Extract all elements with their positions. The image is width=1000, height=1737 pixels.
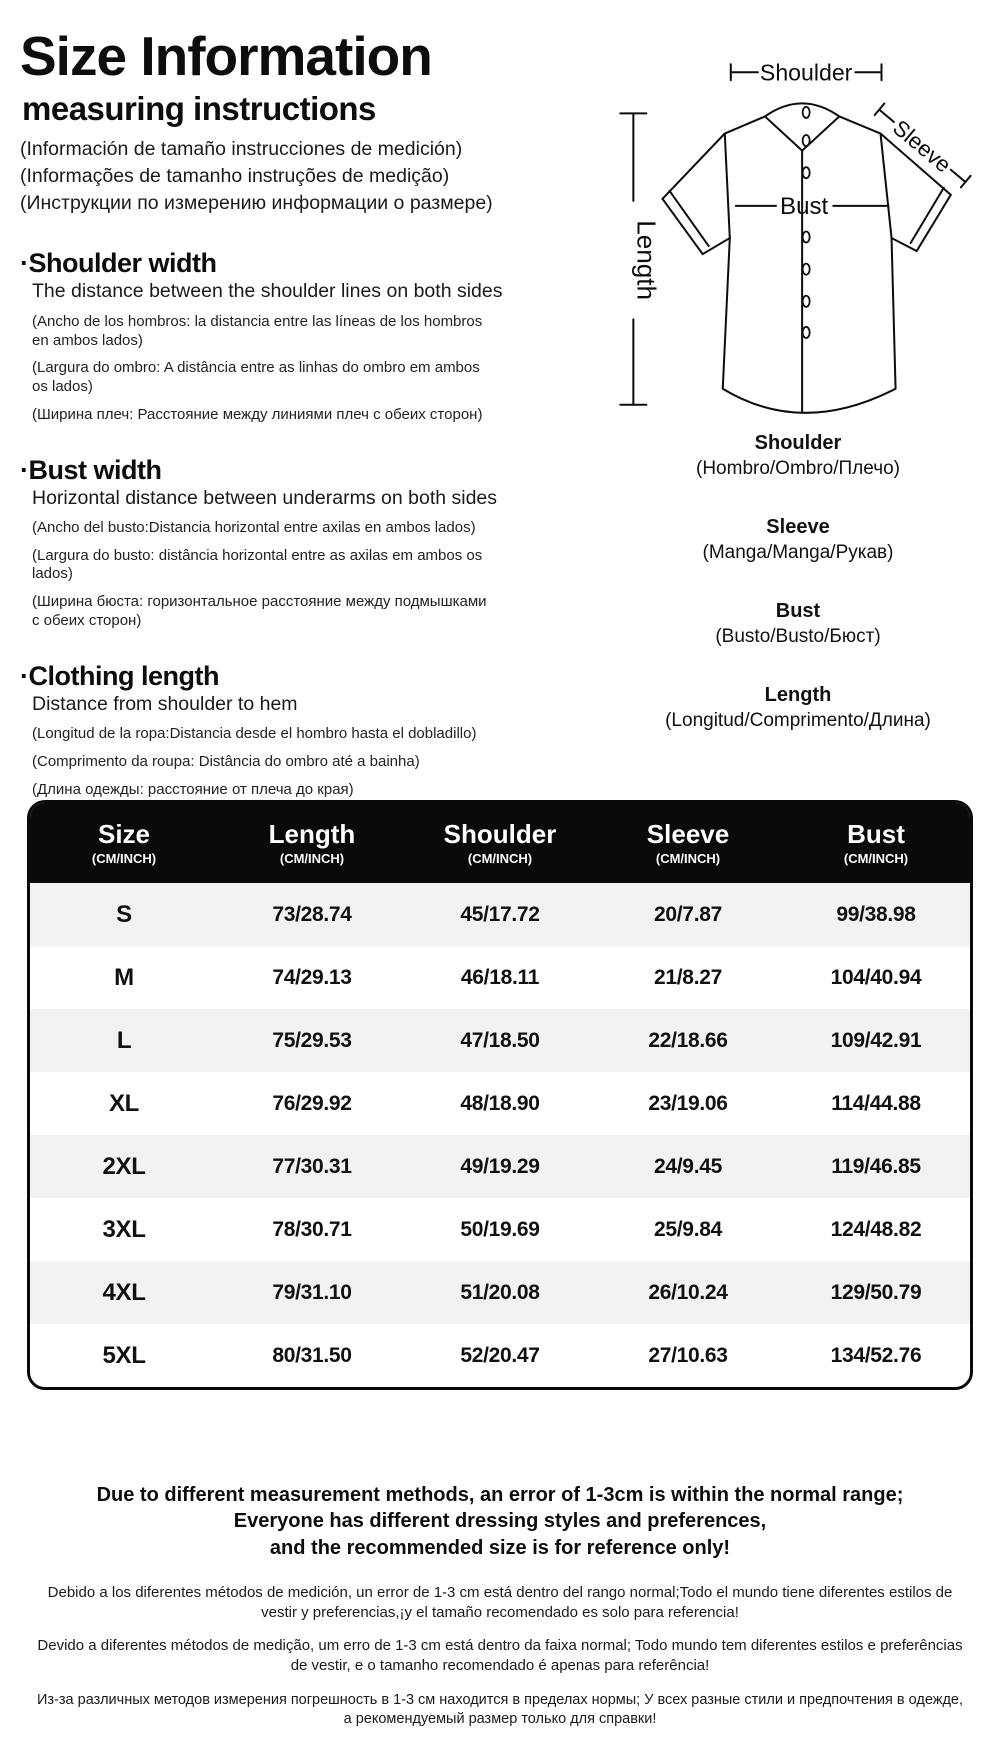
column-label: Shoulder xyxy=(443,818,557,849)
legend-item-bust xyxy=(558,598,1000,650)
legend-translation: (Hombro/Ombro/Плечо) xyxy=(696,458,900,479)
diagram-length-label: Length xyxy=(631,220,662,301)
legend-translation: (Manga/Manga/Рукав) xyxy=(702,542,894,563)
section-translation-es: (Ancho del busto:Distancia horizontal entre axilas en ambos lados) xyxy=(32,518,476,536)
header-cell-shoulder xyxy=(406,820,594,867)
subtitle-translation-ru: (Инструкции по измерению информации о размере) xyxy=(20,191,493,214)
cell-length: 75/29.53 xyxy=(272,1028,352,1052)
section-bust-width xyxy=(20,455,555,631)
diagram-sleeve-label: Sleeve xyxy=(888,114,956,178)
cell-sleeve: 23/19.06 xyxy=(648,1091,728,1115)
cell-bust: 104/40.94 xyxy=(830,965,922,989)
table-row-s xyxy=(30,883,970,946)
legend-translation: (Busto/Busto/Бюст) xyxy=(715,626,881,647)
cell-bust: 109/42.91 xyxy=(830,1028,922,1052)
cell-length: 78/30.71 xyxy=(272,1217,352,1241)
disclaimer-spanish: Debido a los diferentes métodos de medición, un error de 1-3 cm está dentro del rango normal;Todo el mundo tiene diferentes estilos de vestir y preferencias,¡y el tamaño recomendado es solo para referencia! xyxy=(47,1584,953,1621)
cell-bust: 119/46.85 xyxy=(831,1154,921,1178)
cell-shoulder: 48/18.90 xyxy=(460,1091,540,1115)
table-row-4xl xyxy=(30,1261,970,1324)
cell-length: 79/31.10 xyxy=(272,1280,352,1304)
legend-item-shoulder xyxy=(558,430,1000,482)
column-unit: (CM/INCH) xyxy=(843,851,909,867)
cell-size: 3XL xyxy=(102,1215,146,1243)
cell-shoulder: 49/19.29 xyxy=(460,1154,540,1178)
cell-sleeve: 20/7.87 xyxy=(654,902,722,926)
section-translation-ru: (Длина одежды: расстояние от плеча до края) xyxy=(32,780,354,798)
section-shoulder-width xyxy=(20,248,555,424)
legend-name: Shoulder xyxy=(754,432,842,454)
cell-sleeve: 26/10.24 xyxy=(648,1280,728,1304)
cell-length: 77/30.31 xyxy=(272,1154,352,1178)
disclaimer-english xyxy=(0,1482,1000,1561)
page-title: Size Information xyxy=(20,25,432,87)
left-armhole-seam xyxy=(725,134,730,238)
cell-shoulder: 47/18.50 xyxy=(460,1028,540,1052)
section-description: The distance between the shoulder lines on both sides xyxy=(32,280,503,303)
table-row-2xl xyxy=(30,1135,970,1198)
section-description: Distance from shoulder to hem xyxy=(32,692,298,715)
measuring-instructions-panel xyxy=(20,25,555,799)
cell-shoulder: 51/20.08 xyxy=(460,1280,540,1304)
cell-length: 74/29.13 xyxy=(272,965,352,989)
table-row-l xyxy=(30,1009,970,1072)
shirt-measurement-diagram xyxy=(558,40,990,432)
cell-sleeve: 21/8.27 xyxy=(654,965,722,989)
column-unit: (CM/INCH) xyxy=(91,851,157,867)
left-cuff-band xyxy=(670,191,709,246)
cell-bust: 134/52.76 xyxy=(830,1343,922,1367)
legend-name: Bust xyxy=(775,600,821,622)
cell-bust: 99/38.98 xyxy=(836,902,916,926)
cell-shoulder: 52/20.47 xyxy=(460,1343,540,1367)
size-table xyxy=(27,800,973,1390)
cell-size: M xyxy=(114,963,134,991)
legend-name: Length xyxy=(764,684,832,706)
header-cell-bust xyxy=(782,820,970,867)
column-label: Length xyxy=(268,818,356,849)
cell-size: L xyxy=(116,1026,132,1054)
shirt-body xyxy=(662,116,950,412)
size-table-body xyxy=(30,883,970,1387)
cell-shoulder: 50/19.69 xyxy=(460,1217,540,1241)
cell-bust: 124/48.82 xyxy=(830,1217,922,1241)
cell-sleeve: 24/9.45 xyxy=(654,1154,722,1178)
disclaimer-russian: Из-за различных методов измерения погрешность в 1-3 см находится в пределах нормы; У всех разные стили и предпочтения в одежде, а рекомендуемый размер только для справки! xyxy=(36,1692,963,1728)
disclaimer-block xyxy=(0,1482,1000,1729)
disclaimer-en-line1: Due to different measurement methods, an error of 1-3cm is within the normal range; xyxy=(96,1484,904,1506)
cell-shoulder: 45/17.72 xyxy=(460,902,540,926)
section-translation-ru: (Ширина плеч: Расстояние между линиями плеч с обеих сторон) xyxy=(32,405,483,423)
cell-shoulder: 46/18.11 xyxy=(460,965,540,989)
diagram-shoulder-label: Shoulder xyxy=(759,59,853,86)
section-heading: ·Shoulder width xyxy=(20,248,217,279)
section-translation-es: (Longitud de la ropa:Distancia desde el hombro hasta el dobladillo) xyxy=(32,725,477,743)
section-translation-pt: (Largura do busto: distância horizontal entre as axilas em ambos os lados) xyxy=(32,546,483,583)
legend-translation: (Longitud/Comprimento/Длина) xyxy=(665,710,931,731)
cell-length: 76/29.92 xyxy=(272,1091,352,1115)
section-clothing-length xyxy=(20,661,555,800)
diagram-bust-label: Bust xyxy=(780,192,829,220)
column-label: Bust xyxy=(847,818,905,849)
shirt-button-icons xyxy=(803,107,810,338)
shirt-diagram-svg xyxy=(558,40,990,432)
size-table-header xyxy=(30,803,970,883)
section-translation-pt: (Comprimento da roupa: Distância do ombro até a bainha) xyxy=(32,752,420,770)
section-description: Horizontal distance between underarms on both sides xyxy=(32,486,498,509)
section-heading: ·Clothing length xyxy=(20,660,219,691)
cell-length: 80/31.50 xyxy=(272,1343,352,1367)
legend-item-sleeve xyxy=(558,514,1000,566)
cell-sleeve: 25/9.84 xyxy=(654,1217,722,1241)
cell-bust: 114/44.88 xyxy=(831,1091,921,1115)
cell-size: 4XL xyxy=(102,1278,146,1306)
table-row-3xl xyxy=(30,1198,970,1261)
header-cell-size xyxy=(30,820,218,867)
section-translation-pt: (Largura do ombro: A distância entre as linhas do ombro em ambos os lados) xyxy=(32,359,480,396)
disclaimer-en-line2: Everyone has different dressing styles and preferences, xyxy=(233,1510,767,1533)
measurement-legend xyxy=(558,430,1000,766)
table-row-xl xyxy=(30,1072,970,1135)
cell-size: S xyxy=(116,900,132,928)
column-label: Size xyxy=(97,818,151,849)
column-label: Sleeve xyxy=(646,818,730,849)
header-cell-sleeve xyxy=(594,820,782,867)
section-heading: ·Bust width xyxy=(20,454,162,485)
cell-size: 2XL xyxy=(102,1152,146,1180)
subtitle-translation-es: (Información de tamaño instrucciones de medición) xyxy=(20,137,463,160)
table-row-m xyxy=(30,946,970,1009)
header-cell-length xyxy=(218,820,406,867)
column-unit: (CM/INCH) xyxy=(467,851,533,867)
cell-size: 5XL xyxy=(102,1341,146,1369)
column-unit: (CM/INCH) xyxy=(279,851,345,867)
column-unit: (CM/INCH) xyxy=(655,851,721,867)
cell-sleeve: 27/10.63 xyxy=(648,1343,728,1367)
cell-sleeve: 22/18.66 xyxy=(648,1028,728,1052)
page-subtitle: measuring instructions xyxy=(22,89,376,127)
cell-bust: 129/50.79 xyxy=(830,1280,922,1304)
right-armhole-seam xyxy=(880,134,891,238)
section-translation-es: (Ancho de los hombros: la distancia entre las líneas de los hombros en ambos lados) xyxy=(32,312,483,349)
cell-size: XL xyxy=(108,1089,140,1117)
cell-length: 73/28.74 xyxy=(272,902,352,926)
subtitle-translation-pt: (Informações de tamanho instruções de medição) xyxy=(20,164,450,187)
disclaimer-portuguese: Devido a diferentes métodos de medição, um erro de 1-3 cm está dentro da faixa normal; Todo mundo tem diferentes estilos e preferências de vestir, e o tamanho recomendado é apenas para referência! xyxy=(37,1637,963,1674)
legend-name: Sleeve xyxy=(766,516,830,538)
disclaimer-en-line3: and the recommended size is for reference only! xyxy=(269,1536,731,1559)
shirt-outline xyxy=(620,64,970,413)
subtitle-translations xyxy=(20,136,555,217)
section-translation-ru: (Ширина бюста: горизонтальное расстояние между подмышками с обеих сторон) xyxy=(32,593,487,629)
table-row-5xl xyxy=(30,1324,970,1387)
legend-item-length xyxy=(558,682,1000,734)
